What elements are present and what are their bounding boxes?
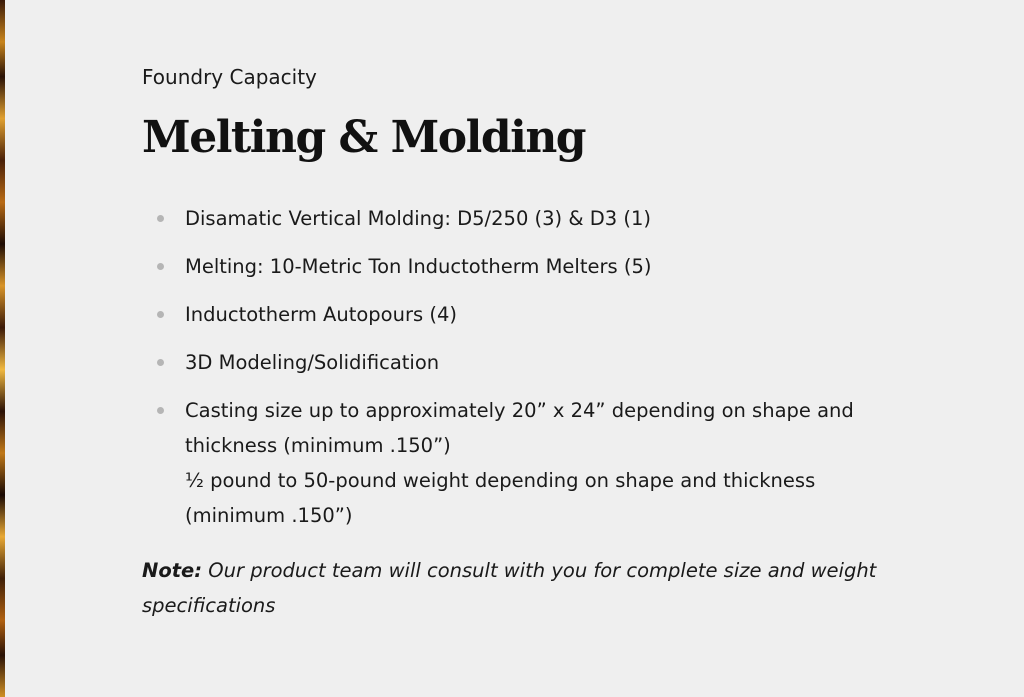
list-item-text: 3D Modeling/Solidification	[185, 351, 440, 374]
background-image-edge	[0, 0, 5, 697]
list-item	[142, 393, 882, 533]
list-item	[142, 297, 882, 332]
list-item-text: Melting: 10-Metric Ton Inductotherm Melters (5)	[185, 255, 652, 278]
list-item	[142, 201, 882, 236]
note-label: Note:	[142, 559, 203, 582]
bullet-icon	[157, 311, 164, 318]
content-section	[142, 62, 882, 623]
list-item	[142, 249, 882, 284]
bullet-icon	[157, 407, 164, 414]
section-eyebrow: Foundry Capacity	[142, 65, 317, 89]
casting-weight-text: ½ pound to 50-pound weight depending on shape and thickness (minimum .150”)	[185, 469, 816, 527]
note-text: Our product team will consult with you for complete size and weight specifications	[142, 559, 877, 617]
bullet-icon	[157, 263, 164, 270]
list-item	[142, 345, 882, 380]
list-item-text: Disamatic Vertical Molding: D5/250 (3) & D3 (1)	[185, 207, 652, 230]
list-item-text: Inductotherm Autopours (4)	[185, 303, 457, 326]
page-title: Melting & Molding	[142, 112, 586, 163]
capacity-list	[142, 201, 882, 533]
casting-size-text: Casting size up to approximately 20” x 24” depending on shape and thickness (minimum .150”)	[185, 399, 854, 457]
note-paragraph	[142, 553, 882, 623]
bullet-icon	[157, 215, 164, 222]
bullet-icon	[157, 359, 164, 366]
